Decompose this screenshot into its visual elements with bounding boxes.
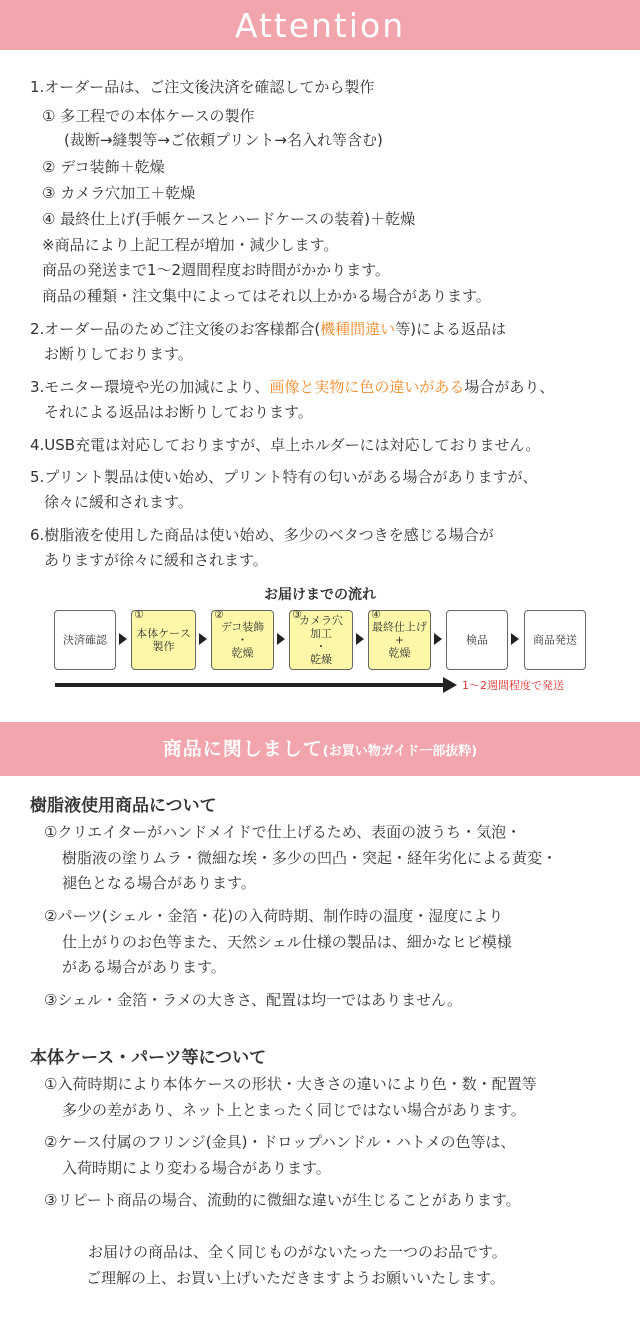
notice-item-2: 2.オーダー品のためご注文後のお客様都合(機種間違い等)による返品は [30,320,507,338]
highlight-color-difference: 画像と実物に色の違いがある [269,378,465,396]
process-step-2: ② デコ装飾＋乾燥 [42,158,165,176]
case-note-2-cont: 入荷時期により変わる場合があります。 [62,1159,331,1177]
notice-item-6-cont: ありますが徐々に緩和されます。 [44,551,268,569]
duration-arrow-bar [55,683,445,687]
flow-step-payment [54,610,116,670]
duration-arrow-icon [443,677,457,693]
case-note-1: ①入荷時期により本体ケースの形状・大きさの違いにより色・数・配置等 [44,1075,537,1093]
flow-step-label: 決済確認 [63,633,107,647]
flow-step-finishing [368,610,431,670]
flow-arrow-icon [199,633,207,645]
resin-note-2-cont: 仕上がりのお色等また、天然シェル仕様の製品は、細かなヒビ模様 [62,933,512,951]
flow-step-case-production [131,610,196,670]
notice-item-6: 6.樹脂液を使用した商品は使い始め、多少のベタつきを感じる場合が [30,526,494,544]
duration-label: 1〜2週間程度で発送 [462,679,564,692]
notice-item-3-cont: それによる返品はお断りしております。 [44,403,313,421]
process-step-4: ④ 最終仕上げ(手帳ケースとハードケースの装着)＋乾燥 [42,210,416,228]
process-note: ※商品により上記工程が増加・減少します。 [42,236,339,254]
highlight-model-error: 機種間違い [320,320,396,338]
flow-step-inspection [446,610,508,670]
flow-arrow-icon [119,633,127,645]
flow-step-number: ② [214,608,224,621]
flow-title: お届けまでの流れ [264,587,376,603]
flow-step-label: デコ装飾 ・ 乾燥 [220,620,265,660]
flow-arrow-icon [511,633,519,645]
flow-arrow-icon [356,633,364,645]
shipping-time-note: 商品の発送まで1〜2週間程度お時間がかかります。 [42,261,390,279]
resin-note-2-cont: がある場合があります。 [62,958,226,976]
attention-banner [0,0,640,50]
case-note-1-cont: 多少の差があり、ネット上とまったく同じではない場合があります。 [62,1101,526,1119]
flow-step-label: 商品発送 [533,633,577,647]
case-note-3: ③リピート商品の場合、流動的に微細な違いが生じることがあります。 [44,1191,521,1209]
flow-step-label: 検品 [466,633,488,647]
flow-step-label: カメラ穴 加工 ・ 乾燥 [299,614,343,666]
flow-step-camera-hole [289,610,353,670]
flow-step-deco [211,610,274,670]
closing-message-cont: ご理解の上、お買い上げいただきますようお願いいたします。 [86,1269,505,1287]
process-step-3: ③ カメラ穴加工＋乾燥 [42,184,196,202]
flow-step-number: ① [134,608,144,621]
guide-banner [0,722,640,776]
process-step-1: ① 多工程での本体ケースの製作 [42,107,255,125]
notice-item-5: 5.プリント製品は使い始め、プリント特有の匂いがある場合がありますが、 [30,468,538,486]
flow-step-label: 本体ケース 製作 [136,627,191,653]
flow-arrow-icon [434,633,442,645]
process-step-1-detail: (裁断→縫製等→ご依頼プリント→名入れ等含む) [64,131,383,149]
shipping-delay-note: 商品の種類・注文集中によってはそれ以上かかる場合があります。 [42,287,491,305]
flow-step-label: 最終仕上げ + 乾燥 [372,620,427,660]
resin-note-3: ③シェル・金箔・ラメの大きさ、配置は均一ではありません。 [44,991,463,1009]
resin-section-heading: 樹脂液使用商品について [30,796,217,816]
resin-note-1-cont: 樹脂液の塗りムラ・微細な埃・多少の凹凸・突起・経年劣化による黄変・ [62,849,558,867]
flow-step-shipping [524,610,586,670]
guide-title: 商品に関しまして [162,738,323,760]
flow-arrow-icon [277,633,285,645]
notice-item-4: 4.USB充電は対応しておりますが、卓上ホルダーには対応しておりません。 [30,436,541,454]
case-note-2: ②ケース付属のフリンジ(金具)・ドロップハンドル・ハトメの色等は、 [44,1133,516,1151]
notice-item-3: 3.モニター環境や光の加減により、画像と実物に色の違いがある場合があり、 [30,378,555,396]
flow-step-number: ③ [292,608,302,621]
flow-step-number: ④ [371,608,381,621]
case-section-heading: 本体ケース・パーツ等について [30,1048,267,1068]
resin-note-1-cont: 褪色となる場合があります。 [62,874,256,892]
resin-note-1: ①クリエイターがハンドメイドで仕上げるため、表面の波うち・気泡・ [44,823,522,841]
resin-note-2: ②パーツ(シェル・金箔・花)の入荷時期、制作時の温度・湿度により [44,907,504,925]
attention-title: Attention [234,6,406,45]
notice-item-5-cont: 徐々に緩和されます。 [44,493,193,511]
notice-item-1: 1.オーダー品は、ご注文後決済を確認してから製作 [30,78,375,96]
notice-item-2-cont: お断りしております。 [44,345,193,363]
closing-message: お届けの商品は、全く同じものがないたった一つのお品です。 [88,1243,507,1261]
guide-subtitle: (お買い物ガイド一部抜粋) [322,744,478,759]
